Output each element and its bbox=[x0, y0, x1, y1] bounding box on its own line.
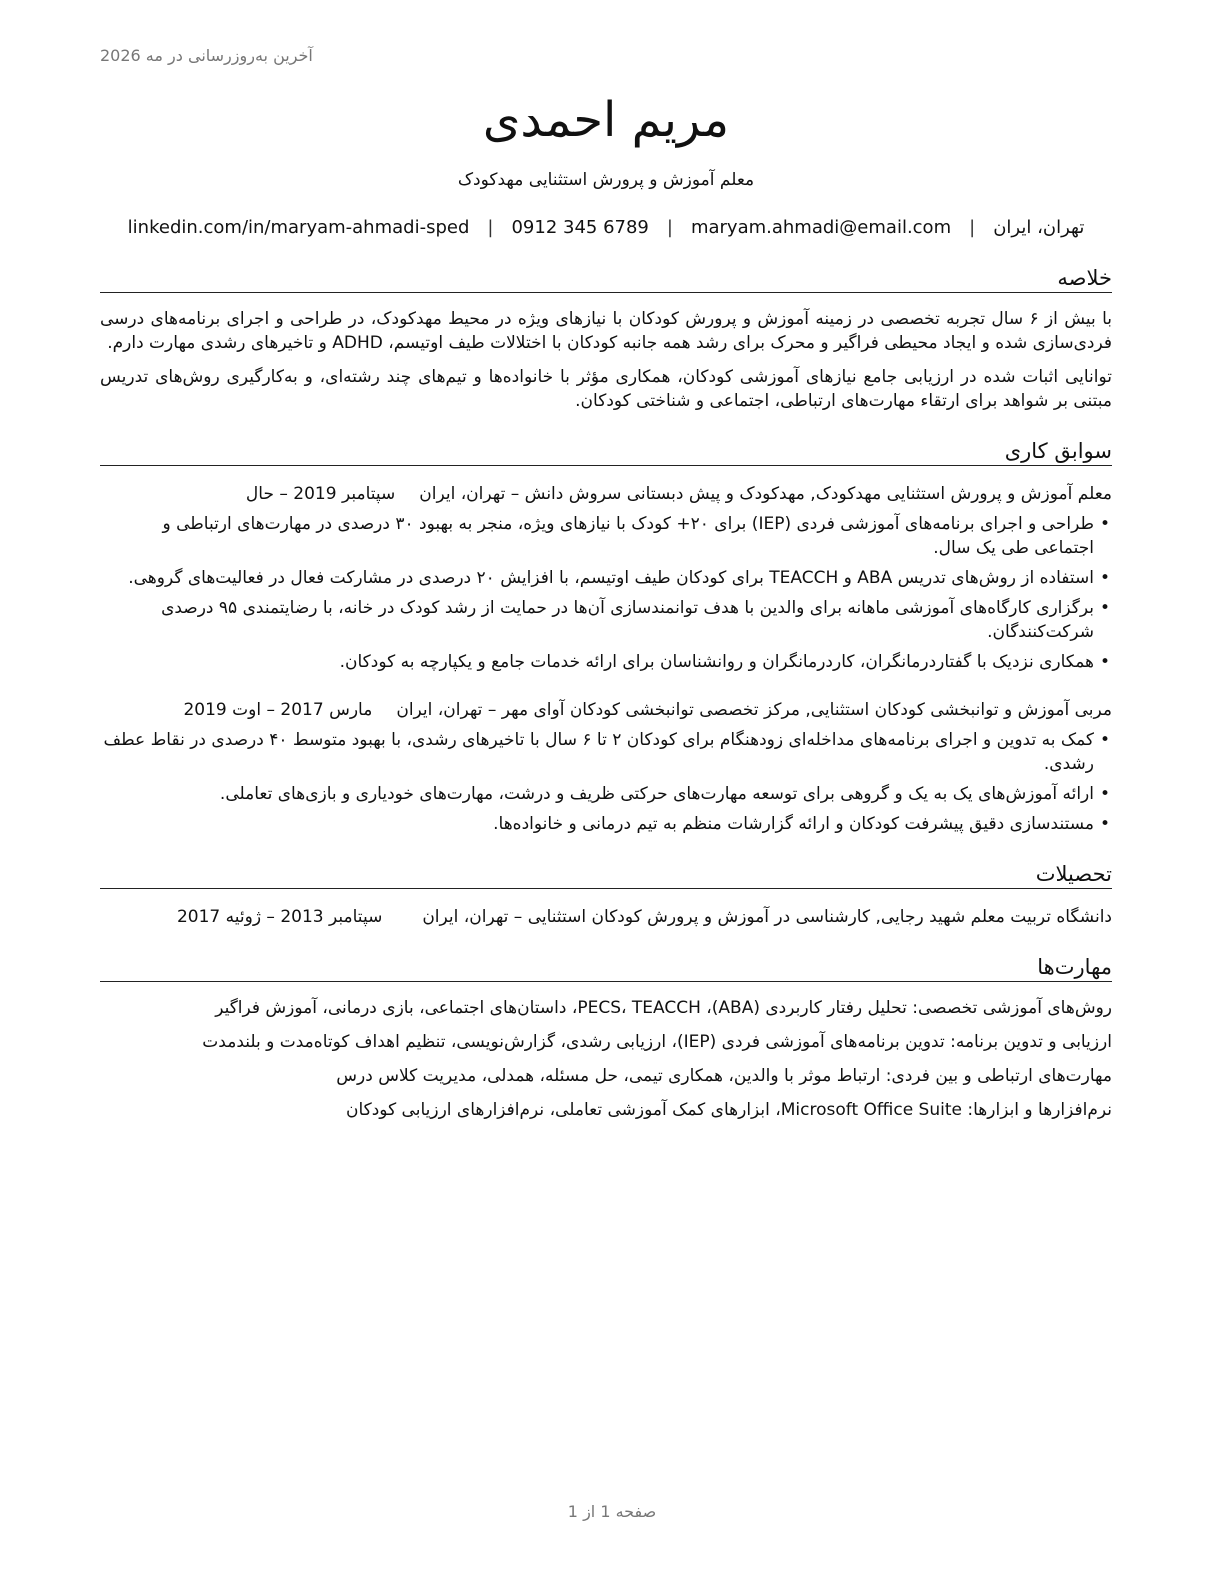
skill-row: مهارت‌های ارتباطی و بین فردی: ارتباط موثر با والدین، همکاری تیمی، حل مسئله، همدلی، مدیریت کلاس درس bbox=[336, 1066, 1112, 1086]
section-heading-skills: مهارت‌ها bbox=[100, 953, 1112, 982]
summary-paragraph: توانایی اثبات شده در ارزیابی جامع نیازهای آموزشی کودکان، همکاری مؤثر با خانواده‌ها و تیم‌های چند رشته‌ای، و به‌کارگیری روش‌های تدریس مبتنی بر شواهد برای ارتقاء مهارت‌های ارتباطی، اجتماعی و شناختی کودکان. bbox=[100, 367, 1112, 411]
job-bullet: • استفاده از روش‌های تدریس ABA و TEACCH برای کودکان طیف اوتیسم، با افزایش ۲۰ درصدی در مشارکت فعال در فعالیت‌های گروهی. bbox=[100, 566, 1112, 590]
contact-line bbox=[100, 216, 1112, 240]
job-bullets bbox=[100, 512, 1112, 674]
job-bullet: • مستندسازی دقیق پیشرفت کودکان و ارائه گزارشات منظم به تیم درمانی و خانواده‌ها. bbox=[100, 812, 1112, 836]
job-bullets bbox=[100, 728, 1112, 836]
job-bullet: • کمک به تدوین و اجرای برنامه‌های مداخله‌ای زودهنگام برای کودکان ۲ تا ۶ سال با تاخیرهای رشدی، با بهبود متوسط ۴۰ درصدی در نقاط عطف رشدی. bbox=[100, 728, 1112, 776]
job-title-org: مربی آموزش و توانبخشی کودکان استثنایی, مرکز تخصصی توانبخشی کودکان آوای مهر – تهران، ایران bbox=[396, 700, 1112, 720]
job-header bbox=[100, 482, 1112, 506]
education-dates: سپتامبر 2013 – ژوئیه 2017 bbox=[176, 907, 383, 927]
job-bullet: • ارائه آموزش‌های یک به یک و گروهی برای توسعه مهارت‌های حرکتی ظریف و درشت، مهارت‌های خودیاری و بازی‌های تعاملی. bbox=[100, 782, 1112, 806]
contact-linkedin[interactable]: linkedin.com/in/maryam-ahmadi-sped bbox=[127, 217, 470, 238]
page-number: صفحه 1 از 1 bbox=[567, 1502, 657, 1521]
contact-separator: | bbox=[487, 217, 494, 238]
section-heading-summary: خلاصه bbox=[100, 264, 1112, 293]
skill-row: ارزیابی و تدوین برنامه: تدوین برنامه‌های آموزشی فردی (IEP)، ارزیابی رشدی، گزارش‌نویسی، تنظیم اهداف کوتاه‌مدت و بلندمدت bbox=[202, 1032, 1112, 1052]
education-entry bbox=[100, 905, 1112, 929]
skill-row: نرم‌افزارها و ابزارها: Microsoft Office Suite، ابزارهای کمک آموزشی تعاملی، نرم‌افزارهای ارزیابی کودکان bbox=[345, 1100, 1112, 1120]
job-header bbox=[100, 698, 1112, 722]
section-heading-education: تحصیلات bbox=[100, 860, 1112, 889]
education-degree: دانشگاه تربیت معلم شهید رجایی, کارشناسی در آموزش و پرورش کودکان استثنایی – تهران، ایران bbox=[422, 907, 1112, 927]
last-updated-note: آخرین به‌روزرسانی در مه 2026 bbox=[100, 46, 313, 65]
section-heading-experience: سوابق کاری bbox=[100, 437, 1112, 466]
contact-phone[interactable]: 0912 345 6789 bbox=[511, 217, 649, 238]
contact-location: تهران، ایران bbox=[993, 217, 1085, 238]
contact-separator: | bbox=[969, 217, 976, 238]
contact-separator: | bbox=[666, 217, 673, 238]
job-title-org: معلم آموزش و پرورش استثنایی مهدکودک, مهدکودک و پیش دبستانی سروش دانش – تهران، ایران bbox=[419, 484, 1112, 504]
candidate-name: مریم احمدی bbox=[482, 92, 730, 148]
candidate-title: معلم آموزش و پرورش استثنایی مهدکودک bbox=[457, 170, 755, 190]
job-entry bbox=[100, 698, 1112, 836]
job-entry bbox=[100, 482, 1112, 674]
summary-paragraph: با بیش از ۶ سال تجربه تخصصی در زمینه آموزش و پرورش کودکان با نیازهای ویژه در محیط مهدکودک، در طراحی و اجرای برنامه‌های درسی فردی‌سازی شده و ایجاد محیطی فراگیر و محرک برای رشد همه جانبه کودکان با اختلالات طیف اوتیسم، ADHD و تاخیرهای رشدی مهارت دارم. bbox=[100, 309, 1113, 353]
job-dates: مارس 2017 – اوت 2019 bbox=[183, 700, 373, 720]
job-bullet: • طراحی و اجرای برنامه‌های آموزشی فردی (IEP) برای ۲۰+ کودک با نیازهای ویژه، منجر به بهبود ۳۰ درصدی در مهارت‌های ارتباطی و اجتماعی طی یک سال. bbox=[100, 512, 1112, 560]
resume-body bbox=[100, 88, 1112, 1122]
skill-row: روش‌های آموزشی تخصصی: تحلیل رفتار کاربردی (ABA)، PECS، TEACCH، داستان‌های اجتماعی، بازی درمانی، آموزش فراگیر bbox=[215, 998, 1112, 1018]
contact-email[interactable]: maryam.ahmadi@email.com bbox=[690, 217, 952, 238]
job-dates: سپتامبر 2019 – حال bbox=[245, 484, 396, 504]
job-bullet: • همکاری نزدیک با گفتاردرمانگران، کاردرمانگران و روانشناسان برای ارائه خدمات جامع و یکپارچه به کودکان. bbox=[100, 650, 1112, 674]
skills-list bbox=[100, 996, 1112, 1122]
job-bullet: • برگزاری کارگاه‌های آموزشی ماهانه برای والدین با هدف توانمندسازی آن‌ها در حمایت از رشد کودک در خانه، با رضایتمندی ۹۵ درصدی شرکت‌کنندگان. bbox=[100, 596, 1112, 644]
